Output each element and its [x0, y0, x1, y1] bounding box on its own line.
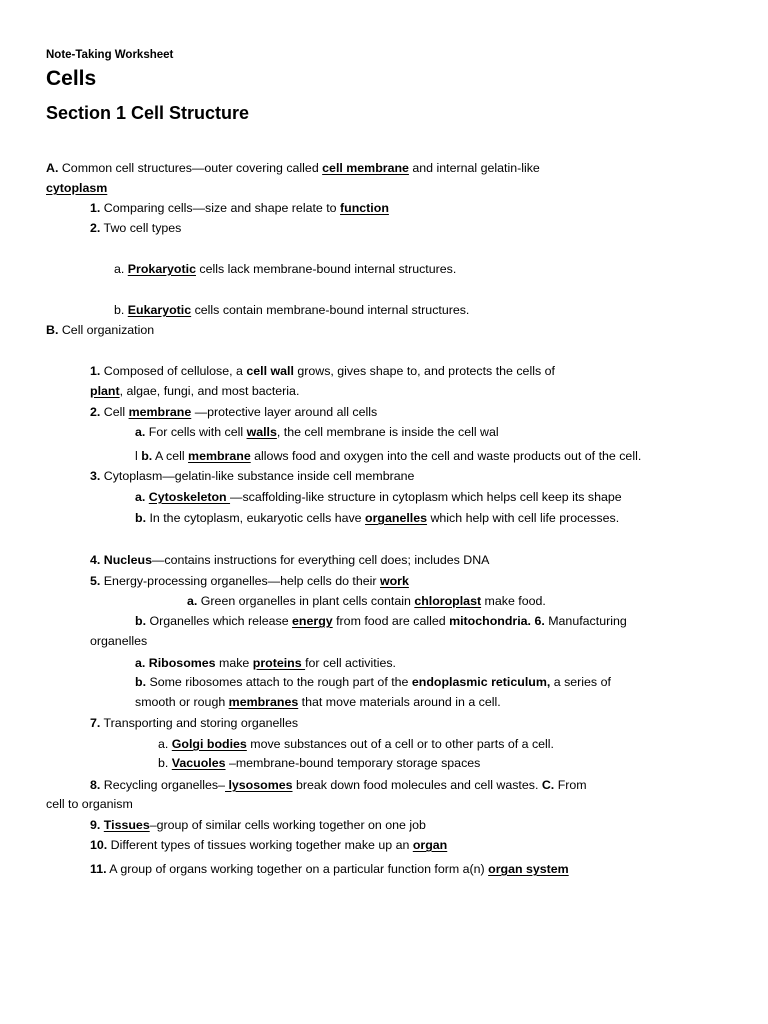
line-text: cells lack membrane-bound internal structures. [195, 262, 457, 276]
line-text: Cell [100, 405, 129, 419]
answer-term: plant [90, 384, 120, 398]
line-text: Two cell types [100, 221, 182, 235]
line-text: Cytoplasm—gelatin-like substance inside cell membrane [100, 469, 415, 483]
bold-text: 3. [90, 469, 101, 483]
worksheet-line-b-4 [90, 553, 489, 568]
line-text: and internal gelatin-like [408, 161, 540, 175]
line-text: make food. [481, 594, 546, 608]
worksheet-line-b-2b [135, 449, 641, 464]
bold-text: b. [135, 675, 147, 689]
line-text: organelles [90, 634, 148, 648]
worksheet-line-b-5 [90, 574, 409, 589]
worksheet-line-b-6a [135, 656, 396, 671]
worksheet-line-b-2a [135, 425, 499, 440]
line-text: —scaffolding-like structure in cytoplasm which helps cell keep its shape [230, 490, 622, 504]
answer-term: function [340, 201, 389, 215]
worksheet-line-b-6b-l2 [135, 695, 501, 710]
worksheet-line-b-8 [90, 778, 587, 793]
line-text: which help with cell life processes. [427, 511, 620, 525]
worksheet-line-b-5b [135, 614, 627, 629]
line-text: , the cell membrane is inside the cell wal [276, 425, 499, 439]
bold-text: 2. [90, 221, 101, 235]
worksheet-line-a-line1 [46, 161, 540, 176]
answer-term: proteins [252, 656, 306, 670]
worksheet-line-a-2 [90, 221, 181, 236]
line-text: Different types of tissues working together make up an [107, 838, 413, 852]
bold-text: a. [135, 425, 146, 439]
line-text: move substances out of a cell or to other parts of a cell. [246, 737, 554, 751]
bold-text: C. [541, 778, 555, 792]
bold-text: 2. [90, 405, 101, 419]
answer-term: membrane [128, 405, 192, 419]
answer-term: Golgi bodies [171, 737, 247, 751]
line-text: that move materials around in a cell. [298, 695, 501, 709]
answer-term: organ [412, 838, 448, 852]
bold-text: b. [141, 449, 153, 463]
page-title: Cells [46, 67, 97, 90]
bold-text: mitochondria. 6. [449, 614, 545, 628]
bold-text: 1. [90, 364, 101, 378]
answer-term: Prokaryotic [127, 262, 196, 276]
answer-term: organelles [365, 511, 428, 525]
answer-term: Vacuoles [171, 756, 226, 770]
line-text: allows food and oxygen into the cell and waste products out of the cell. [250, 449, 642, 463]
line-text: Manufacturing [544, 614, 627, 628]
line-text: –group of similar cells working together on one job [149, 818, 426, 832]
worksheet-line-b-1-l1 [90, 364, 555, 379]
worksheet-line-b-3b [135, 511, 619, 526]
line-text: A cell [152, 449, 189, 463]
worksheet-line-a-1 [90, 201, 389, 216]
bold-text: 1. [90, 201, 101, 215]
bold-text: endoplasmic reticulum, [411, 675, 551, 689]
bold-text: a. [135, 490, 146, 504]
line-text: Comparing cells—size and shape relate to [100, 201, 341, 215]
answer-term: lysosomes [225, 778, 293, 792]
line-text: a. [158, 737, 172, 751]
bold-text: 11. [90, 862, 107, 876]
answer-term: energy [292, 614, 333, 628]
line-text: Recycling organelles– [100, 778, 226, 792]
worksheet-line-a-line2 [46, 181, 107, 196]
line-text: l [135, 449, 142, 463]
line-text: b. [114, 303, 128, 317]
worksheet-line-c-l2 [46, 797, 133, 812]
bold-text: b. [135, 614, 147, 628]
bold-text: a. Ribosomes [135, 656, 216, 670]
line-text: Cell organization [58, 323, 155, 337]
bold-text: b. [135, 511, 147, 525]
worksheet-line-b-7 [90, 716, 298, 731]
answer-term: Cytoskeleton [148, 490, 231, 504]
worksheet-line-c-9 [90, 818, 426, 833]
worksheet-line-b-1-l2 [90, 384, 299, 399]
worksheet-line-a-2a [114, 262, 456, 277]
bold-text: 10. [90, 838, 108, 852]
bold-text: cell wall [246, 364, 294, 378]
line-text: for cell activities. [305, 656, 396, 670]
answer-term: membrane [188, 449, 251, 463]
bold-text: B. [46, 323, 59, 337]
line-text: a series of [550, 675, 611, 689]
line-text: –membrane-bound temporary storage spaces [225, 756, 481, 770]
line-text: For cells with cell [145, 425, 247, 439]
worksheet-line-b-6b-l1 [135, 675, 611, 690]
bold-text: a. [187, 594, 198, 608]
worksheet-line-b-5a [187, 594, 546, 609]
worksheet-line-b-head [46, 323, 154, 338]
bold-text: A. [46, 161, 59, 175]
line-text: cell to organism [46, 797, 133, 811]
answer-term: Tissues [103, 818, 150, 832]
line-text: cells contain membrane-bound internal structures. [191, 303, 470, 317]
answer-term: chloroplast [414, 594, 482, 608]
answer-term: Eukaryotic [127, 303, 192, 317]
answer-term: organ system [488, 862, 569, 876]
line-text: —contains instructions for everything cell does; includes DNA [151, 553, 490, 567]
answer-term: cell membrane [322, 161, 409, 175]
worksheet-line-a-2b [114, 303, 469, 318]
answer-term: walls [246, 425, 277, 439]
line-text: , algae, fungi, and most bacteria. [119, 384, 300, 398]
line-text: make [215, 656, 253, 670]
section-heading: Section 1 Cell Structure [46, 103, 250, 123]
bold-text: 7. [90, 716, 101, 730]
worksheet-line-b-7a [158, 737, 554, 752]
bold-text: 4. Nucleus [90, 553, 152, 567]
line-text: Organelles which release [146, 614, 293, 628]
line-text: In the cytoplasm, eukaryotic cells have [146, 511, 366, 525]
line-text: A group of organs working together on a particular function form a(n) [106, 862, 489, 876]
line-text: from food are called [332, 614, 450, 628]
worksheet-line-b-3 [90, 469, 414, 484]
bold-text: 5. [90, 574, 101, 588]
line-text: From [554, 778, 587, 792]
worksheet-line-b-7b [158, 756, 480, 771]
answer-term: membranes [228, 695, 299, 709]
worksheet-line-b-3a [135, 490, 622, 505]
worksheet-line-b-2 [90, 405, 377, 420]
line-text: b. [158, 756, 172, 770]
line-text: Green organelles in plant cells contain [197, 594, 415, 608]
worksheet-line-c-10 [90, 838, 447, 853]
line-text: Energy-processing organelles—help cells do their [100, 574, 380, 588]
line-text: Some ribosomes attach to the rough part of the [146, 675, 412, 689]
answer-term: cytoplasm [46, 181, 108, 195]
line-text: Common cell structures—outer covering called [58, 161, 323, 175]
line-text: grows, gives shape to, and protects the cells of [293, 364, 555, 378]
worksheet-line-b-6-l2 [90, 634, 147, 649]
line-text: Transporting and storing organelles [100, 716, 299, 730]
line-text: a. [114, 262, 128, 276]
worksheet-line-c-11 [90, 862, 569, 877]
line-text: Composed of cellulose, a [100, 364, 247, 378]
line-text: smooth or rough [135, 695, 229, 709]
line-text: —protective layer around all cells [191, 405, 378, 419]
bold-text: 8. [90, 778, 101, 792]
document-label: Note-Taking Worksheet [46, 49, 174, 61]
answer-term: work [379, 574, 409, 588]
bold-text: 9. [90, 818, 101, 832]
line-text: break down food molecules and cell wastes. [292, 778, 542, 792]
